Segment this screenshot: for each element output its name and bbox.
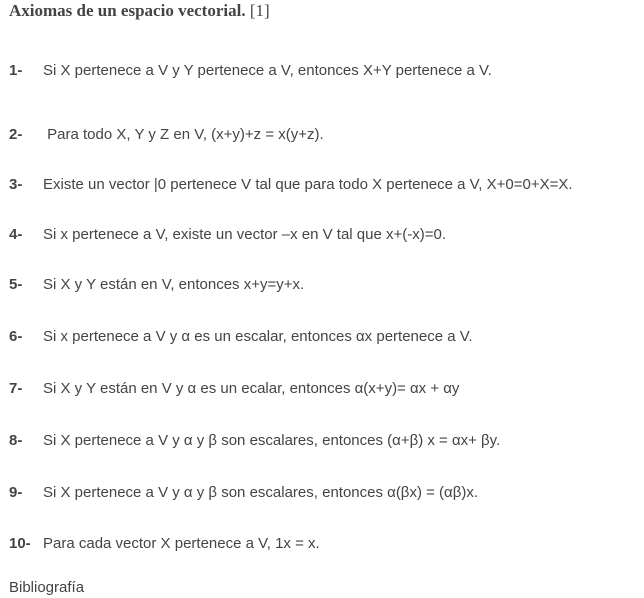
bibliography-heading: Bibliografía (9, 579, 85, 596)
axiom-number: 5- (9, 276, 23, 293)
axiom-text: Si X pertenece a V y α y β son escalares, entonces (α+β) x = αx+ βy. (43, 432, 501, 449)
axiom-item (9, 379, 459, 399)
axiom-item (9, 327, 473, 347)
axiom-item (9, 431, 500, 451)
axiom-number: 4- (9, 226, 23, 243)
axiom-text: Si X pertenece a V y α y β son escalares, entonces α(βx) = (αβ)x. (43, 484, 478, 501)
axiom-number: 10- (9, 535, 31, 552)
axiom-text: Existe un vector |0 pertenece V tal que para todo X pertenece a V, X+0=0+X=X. (43, 176, 573, 193)
axiom-item (9, 483, 478, 503)
axiom-item (9, 534, 320, 554)
axiom-number: 9- (9, 484, 23, 501)
axiom-text: Si x pertenece a V, existe un vector –x en V tal que x+(-x)=0. (43, 226, 447, 243)
axiom-text: Si x pertenece a V y α es un escalar, entonces αx pertenece a V. (43, 328, 473, 345)
axiom-number: 1- (9, 62, 23, 79)
axiom-text: Si X y Y están en V y α es un ecalar, entonces α(x+y)= αx + αy (43, 380, 460, 397)
axiom-number: 3- (9, 176, 23, 193)
axiom-text: Si X pertenece a V y Y pertenece a V, entonces X+Y pertenece a V. (43, 62, 492, 79)
axiom-text: Para todo X, Y y Z en V, (x+y)+z = x(y+z). (43, 126, 324, 143)
axiom-number: 8- (9, 432, 23, 449)
axiom-text: Si X y Y están en V, entonces x+y=y+x. (43, 276, 305, 293)
title-reference: [1] (245, 1, 270, 20)
axiom-item (9, 225, 446, 245)
axiom-text: Para cada vector X pertenece a V, 1x = x. (43, 535, 320, 552)
page-title (9, 1, 270, 21)
axiom-item (9, 275, 304, 295)
axiom-number: 7- (9, 380, 23, 397)
title-text: Axiomas de un espacio vectorial. (9, 1, 246, 20)
axiom-item (9, 125, 324, 145)
axiom-item (9, 175, 573, 195)
axiom-item (9, 61, 492, 81)
axiom-number: 6- (9, 328, 23, 345)
axiom-number: 2- (9, 126, 23, 143)
